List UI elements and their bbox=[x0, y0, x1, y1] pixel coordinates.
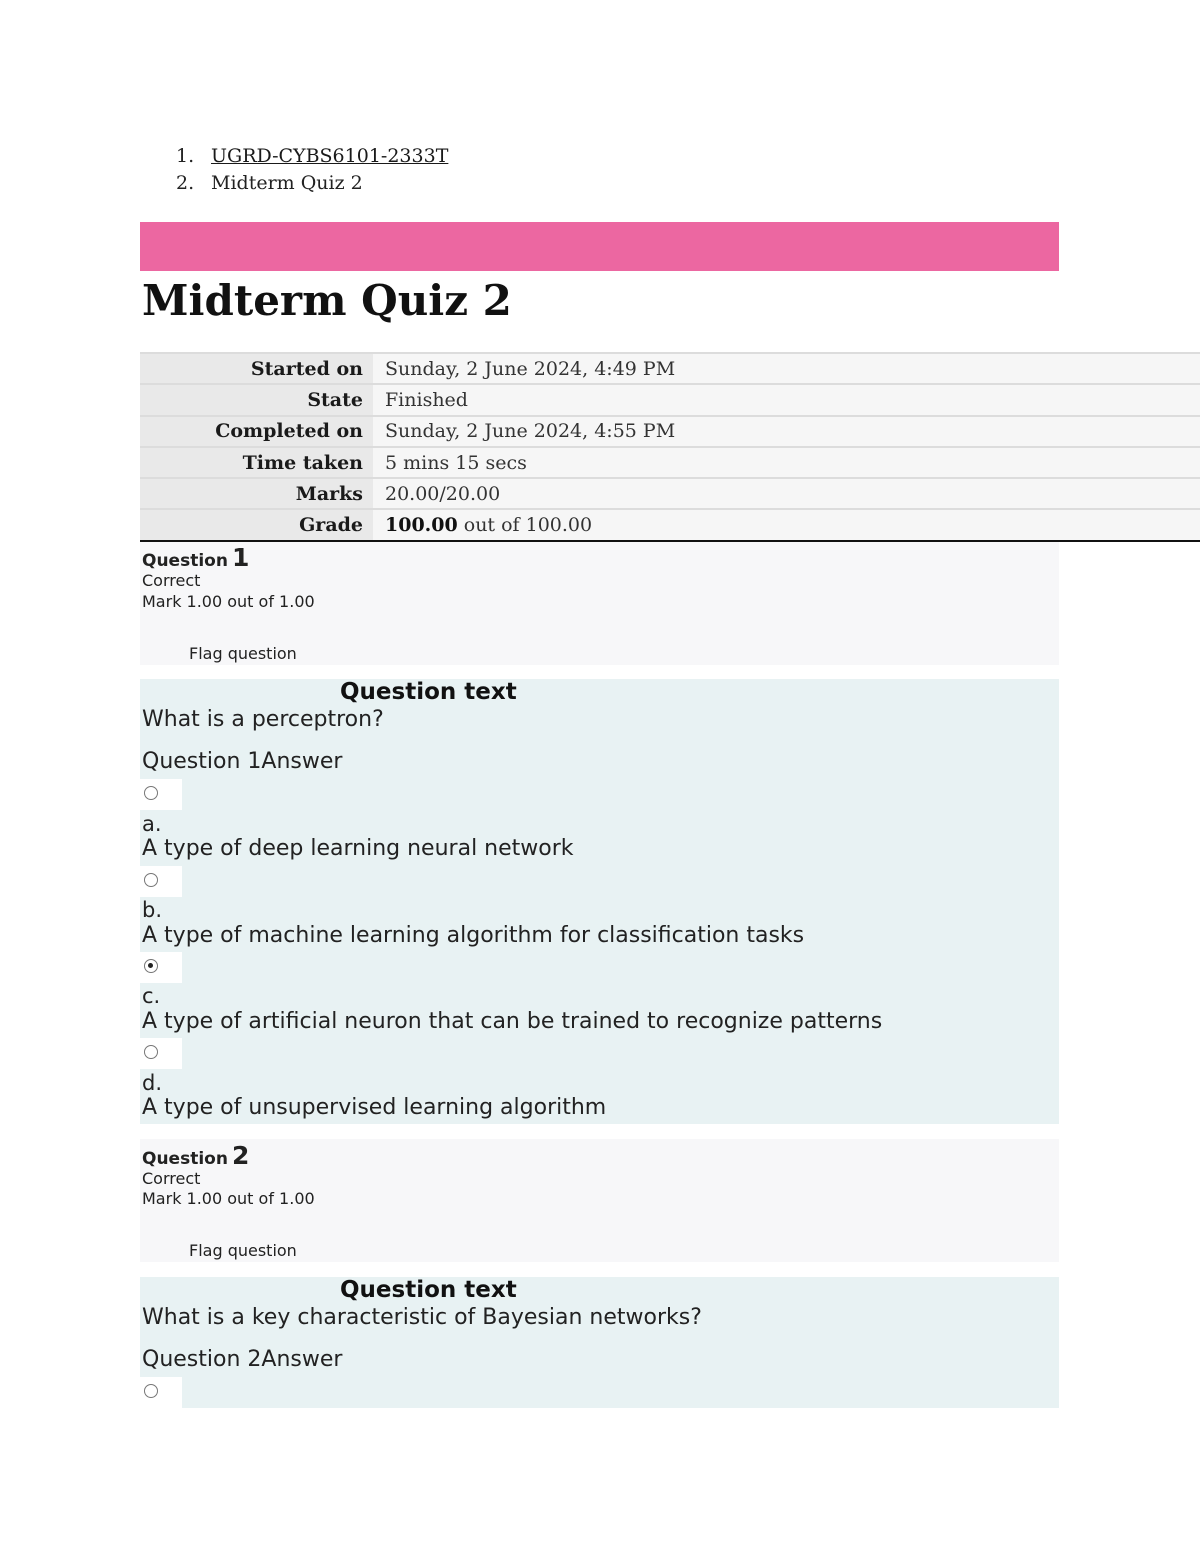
question-state: Correct bbox=[142, 1169, 201, 1188]
question-text-heading: Question text bbox=[340, 679, 517, 705]
option-letter: a. bbox=[142, 812, 162, 836]
question-prompt: What is a perceptron? bbox=[142, 707, 384, 732]
grade-value: 100.00 bbox=[385, 514, 458, 537]
question-label: Question bbox=[142, 551, 228, 571]
flag-question-link[interactable]: Flag question bbox=[189, 1241, 297, 1260]
question-1-content bbox=[140, 679, 1059, 1124]
question-1-info bbox=[140, 542, 1059, 665]
breadcrumb-item bbox=[176, 170, 448, 197]
breadcrumb-number: 2. bbox=[176, 172, 195, 194]
breadcrumb-link-course[interactable]: UGRD-CYBS6101-2333T bbox=[211, 145, 449, 167]
question-state: Correct bbox=[142, 571, 201, 590]
table-row bbox=[140, 353, 1200, 384]
option-letter: c. bbox=[142, 984, 161, 1008]
time-taken-value: 5 mins 15 secs bbox=[373, 447, 1200, 478]
time-taken-label: Time taken bbox=[140, 447, 373, 478]
question-number: 2 bbox=[231, 1141, 250, 1170]
option-b-radio-cell[interactable] bbox=[140, 866, 182, 897]
question-2-content bbox=[140, 1277, 1059, 1408]
breadcrumb-current: Midterm Quiz 2 bbox=[211, 172, 363, 194]
option-d-radio-cell[interactable] bbox=[140, 1038, 182, 1069]
question-text-heading: Question text bbox=[340, 1277, 517, 1303]
started-on-value: Sunday, 2 June 2024, 4:49 PM bbox=[373, 353, 1200, 384]
option-letter: d. bbox=[142, 1071, 163, 1095]
answer-label: Question 1Answer bbox=[142, 749, 343, 774]
flag-question-link[interactable]: Flag question bbox=[189, 644, 297, 663]
completed-on-value: Sunday, 2 June 2024, 4:55 PM bbox=[373, 416, 1200, 447]
attempt-summary-table bbox=[140, 352, 1200, 542]
answer-label: Question 2Answer bbox=[142, 1347, 343, 1372]
marks-label: Marks bbox=[140, 478, 373, 509]
option-text[interactable]: A type of machine learning algorithm for classification tasks bbox=[142, 923, 805, 948]
started-on-label: Started on bbox=[140, 353, 373, 384]
option-a-radio-cell[interactable] bbox=[140, 1377, 182, 1408]
question-2-info bbox=[140, 1139, 1059, 1262]
radio-button[interactable] bbox=[144, 873, 158, 887]
grade-label: Grade bbox=[140, 509, 373, 540]
option-text[interactable]: A type of unsupervised learning algorithm bbox=[142, 1095, 607, 1120]
breadcrumb-item[interactable] bbox=[176, 143, 448, 170]
option-c-radio-cell[interactable] bbox=[140, 952, 182, 983]
question-prompt: What is a key characteristic of Bayesian networks? bbox=[142, 1305, 702, 1330]
state-value: Finished bbox=[373, 384, 1200, 415]
option-letter: b. bbox=[142, 898, 163, 922]
grade-suffix: out of 100.00 bbox=[457, 514, 593, 537]
marks-value: 20.00/20.00 bbox=[373, 478, 1200, 509]
radio-button[interactable] bbox=[144, 786, 158, 800]
table-row bbox=[140, 384, 1200, 415]
grade-value-cell bbox=[373, 509, 1200, 540]
table-row bbox=[140, 478, 1200, 509]
question-heading bbox=[142, 1141, 249, 1170]
option-text[interactable]: A type of artificial neuron that can be trained to recognize patterns bbox=[142, 1009, 883, 1034]
option-text[interactable]: A type of deep learning neural network bbox=[142, 836, 574, 861]
header-banner bbox=[140, 222, 1059, 271]
completed-on-label: Completed on bbox=[140, 416, 373, 447]
breadcrumb-number: 1. bbox=[176, 145, 195, 167]
table-row bbox=[140, 509, 1200, 540]
option-a-radio-cell[interactable] bbox=[140, 779, 182, 810]
question-label: Question bbox=[142, 1149, 228, 1169]
question-heading bbox=[142, 543, 249, 572]
table-row bbox=[140, 447, 1200, 478]
page-title: Midterm Quiz 2 bbox=[142, 276, 512, 325]
question-number: 1 bbox=[231, 543, 250, 572]
radio-button-selected[interactable] bbox=[144, 959, 158, 973]
table-row bbox=[140, 416, 1200, 447]
state-label: State bbox=[140, 384, 373, 415]
question-mark: Mark 1.00 out of 1.00 bbox=[142, 592, 315, 611]
radio-button[interactable] bbox=[144, 1045, 158, 1059]
question-mark: Mark 1.00 out of 1.00 bbox=[142, 1189, 315, 1208]
breadcrumb bbox=[176, 143, 448, 197]
radio-button[interactable] bbox=[144, 1384, 158, 1398]
